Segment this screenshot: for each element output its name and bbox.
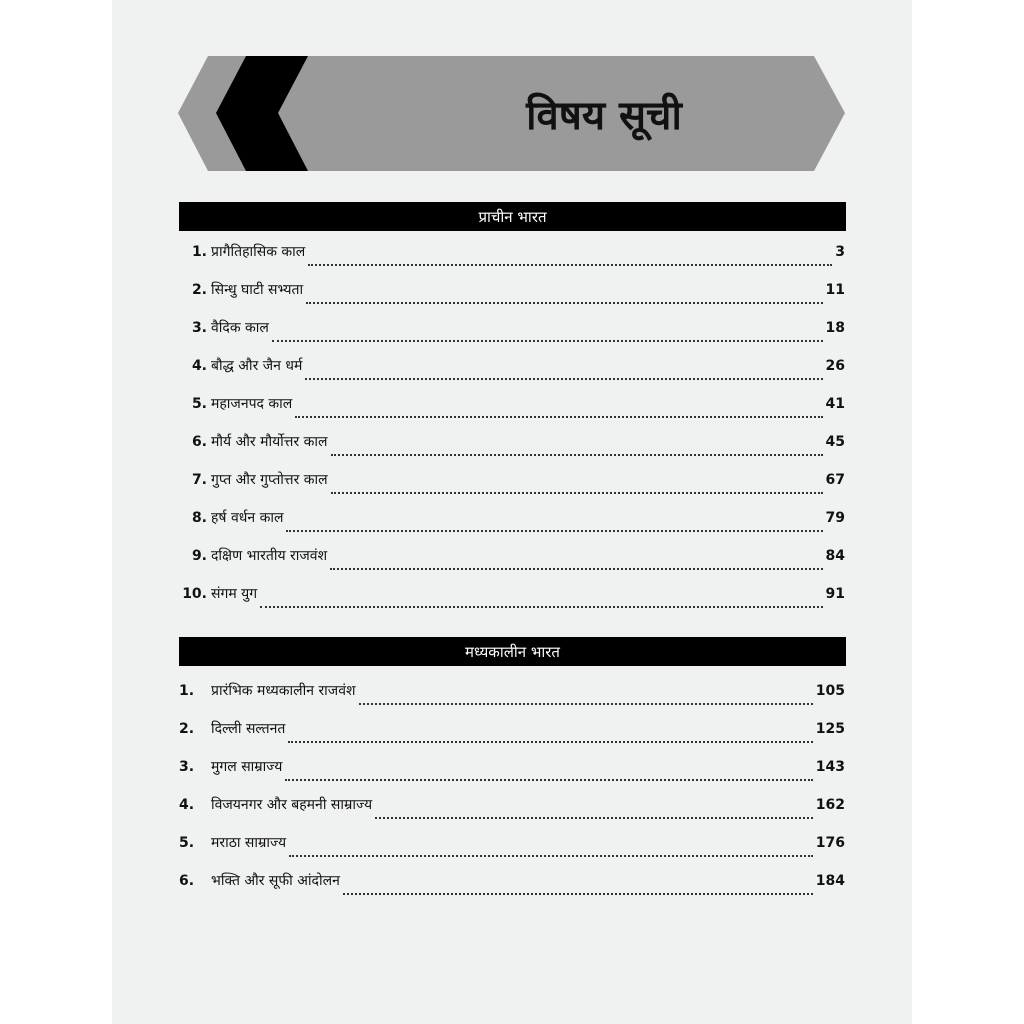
entry-title: दक्षिण भारतीय राजवंश: [211, 548, 328, 564]
entry-page: 41: [825, 396, 845, 412]
entry-number: 5.: [179, 835, 195, 851]
entry-page: 162: [815, 797, 845, 813]
toc-entry[interactable]: [179, 681, 845, 719]
entry-number: 1.: [191, 244, 207, 260]
toc-entry[interactable]: [179, 508, 845, 546]
entry-number: 7.: [191, 472, 207, 488]
entry-page: 105: [815, 683, 845, 699]
entry-title: संगम युग: [211, 586, 258, 602]
toc-entry[interactable]: [179, 280, 845, 318]
entry-page: 79: [825, 510, 845, 526]
dot-leader: [285, 779, 812, 781]
dot-leader: [272, 340, 823, 342]
toc-entry[interactable]: [179, 719, 845, 757]
dot-leader: [331, 454, 823, 456]
entry-page: 84: [825, 548, 845, 564]
entry-title: सिन्धु घाटी सभ्यता: [211, 282, 304, 298]
dot-leader: [359, 703, 813, 705]
entry-page: 184: [815, 873, 845, 889]
entry-number: 6.: [179, 873, 195, 889]
dot-leader: [308, 264, 832, 266]
dot-leader: [306, 302, 822, 304]
entry-number: 4.: [191, 358, 207, 374]
toc-list-ancient-india: [179, 242, 845, 622]
dot-leader: [286, 530, 822, 532]
entry-page: 11: [825, 282, 845, 298]
page-title: विषय सूची: [526, 93, 682, 139]
dot-leader: [295, 416, 822, 418]
toc-entry[interactable]: [179, 242, 845, 280]
entry-title: वैदिक काल: [211, 320, 269, 336]
entry-page: 91: [825, 586, 845, 602]
dot-leader: [343, 893, 813, 895]
entry-title: प्रागैतिहासिक काल: [211, 244, 306, 260]
entry-page: 18: [825, 320, 845, 336]
entry-title: हर्ष वर्धन काल: [211, 510, 284, 526]
dot-leader: [260, 606, 822, 608]
entry-title: गुप्त और गुप्तोत्तर काल: [211, 472, 328, 488]
dot-leader: [375, 817, 813, 819]
toc-entry[interactable]: [179, 470, 845, 508]
title-banner: [178, 56, 845, 171]
toc-entry[interactable]: [179, 318, 845, 356]
dot-leader: [288, 741, 812, 743]
entry-title: विजयनगर और बहमनी साम्राज्य: [211, 797, 373, 813]
toc-entry[interactable]: [179, 795, 845, 833]
entry-title: महाजनपद काल: [211, 396, 293, 412]
dot-leader: [330, 568, 822, 570]
entry-title: बौद्ध और जैन धर्म: [211, 358, 303, 374]
toc-entry[interactable]: [179, 757, 845, 795]
entry-number: 9.: [191, 548, 207, 564]
entry-number: 3.: [191, 320, 207, 336]
entry-page: 26: [825, 358, 845, 374]
entry-page: 143: [815, 759, 845, 775]
dot-leader: [331, 492, 823, 494]
toc-entry[interactable]: [179, 833, 845, 871]
toc-entry[interactable]: [179, 356, 845, 394]
entry-number: 1.: [179, 683, 195, 699]
toc-entry[interactable]: [179, 584, 845, 622]
toc-entry[interactable]: [179, 394, 845, 432]
entry-title: मुगल साम्राज्य: [211, 759, 283, 775]
entry-title: दिल्ली सल्तनत: [211, 721, 286, 737]
toc-entry[interactable]: [179, 871, 845, 909]
entry-number: 2.: [191, 282, 207, 298]
entry-page: 125: [815, 721, 845, 737]
section-header-ancient-india: प्राचीन भारत: [179, 202, 846, 231]
entry-title: मराठा साम्राज्य: [211, 835, 287, 851]
entry-number: 5.: [191, 396, 207, 412]
entry-title: प्रारंभिक मध्यकालीन राजवंश: [211, 683, 356, 699]
entry-page: 67: [825, 472, 845, 488]
entry-title: मौर्य और मौर्योत्तर काल: [211, 434, 328, 450]
entry-number: 4.: [179, 797, 195, 813]
entry-page: 45: [825, 434, 845, 450]
entry-page: 176: [815, 835, 845, 851]
entry-title: भक्ति और सूफी आंदोलन: [211, 873, 340, 889]
toc-list-medieval-india: [179, 681, 845, 909]
entry-number: 6.: [191, 434, 207, 450]
entry-number: 3.: [179, 759, 195, 775]
dot-leader: [305, 378, 822, 380]
entry-page: 3: [835, 244, 845, 260]
toc-entry[interactable]: [179, 546, 845, 584]
toc-entry[interactable]: [179, 432, 845, 470]
section-header-medieval-india: मध्यकालीन भारत: [179, 637, 846, 666]
entry-number: 10.: [182, 586, 207, 602]
entry-number: 2.: [179, 721, 195, 737]
dot-leader: [289, 855, 813, 857]
entry-number: 8.: [191, 510, 207, 526]
